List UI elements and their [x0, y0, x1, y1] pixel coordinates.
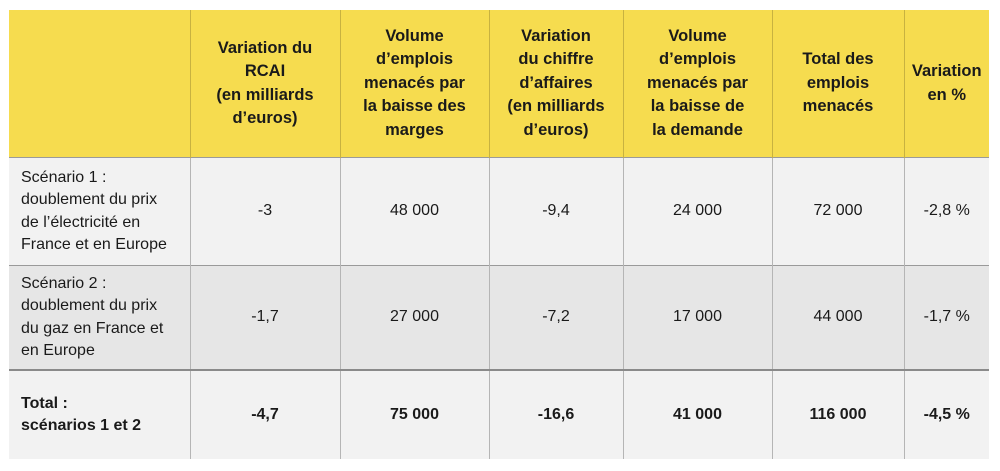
impact-table [9, 10, 989, 459]
table-row-scenario-1 [9, 158, 989, 266]
cell-variation: -4,5 % [904, 370, 989, 459]
cell-jobs-demand: 17 000 [623, 266, 772, 371]
header-rcai-variation: Variation du RCAI (en milliards d’euros) [190, 10, 340, 158]
table-row-scenario-2 [9, 266, 989, 371]
header-empty-cell [9, 10, 190, 158]
cell-jobs-margin: 27 000 [340, 266, 489, 371]
cell-revenue: -9,4 [489, 158, 623, 266]
table-row-total [9, 370, 989, 459]
header-variation-percent: Variation en % [904, 10, 989, 158]
header-total-jobs: Total des emplois menacés [772, 10, 904, 158]
cell-jobs-demand: 41 000 [623, 370, 772, 459]
cell-revenue: -7,2 [489, 266, 623, 371]
cell-revenue: -16,6 [489, 370, 623, 459]
cell-total-jobs: 44 000 [772, 266, 904, 371]
header-jobs-demand: Volume d’emplois menacés par la baisse de la demande [623, 10, 772, 158]
cell-rcai: -1,7 [190, 266, 340, 371]
cell-rcai: -4,7 [190, 370, 340, 459]
cell-variation: -2,8 % [904, 158, 989, 266]
cell-rcai: -3 [190, 158, 340, 266]
row-label: Total : scénarios 1 et 2 [9, 370, 190, 459]
cell-jobs-margin: 48 000 [340, 158, 489, 266]
cell-jobs-demand: 24 000 [623, 158, 772, 266]
cell-variation: -1,7 % [904, 266, 989, 371]
row-label: Scénario 1 : doublement du prix de l’électricité en France et en Europe [9, 158, 190, 266]
row-label: Scénario 2 : doublement du prix du gaz en France et en Europe [9, 266, 190, 371]
cell-total-jobs: 116 000 [772, 370, 904, 459]
header-jobs-margin: Volume d’emplois menacés par la baisse des marges [340, 10, 489, 158]
cell-jobs-margin: 75 000 [340, 370, 489, 459]
cell-total-jobs: 72 000 [772, 158, 904, 266]
header-revenue-variation: Variation du chiffre d’affaires (en milliards d’euros) [489, 10, 623, 158]
header-row [9, 10, 989, 158]
